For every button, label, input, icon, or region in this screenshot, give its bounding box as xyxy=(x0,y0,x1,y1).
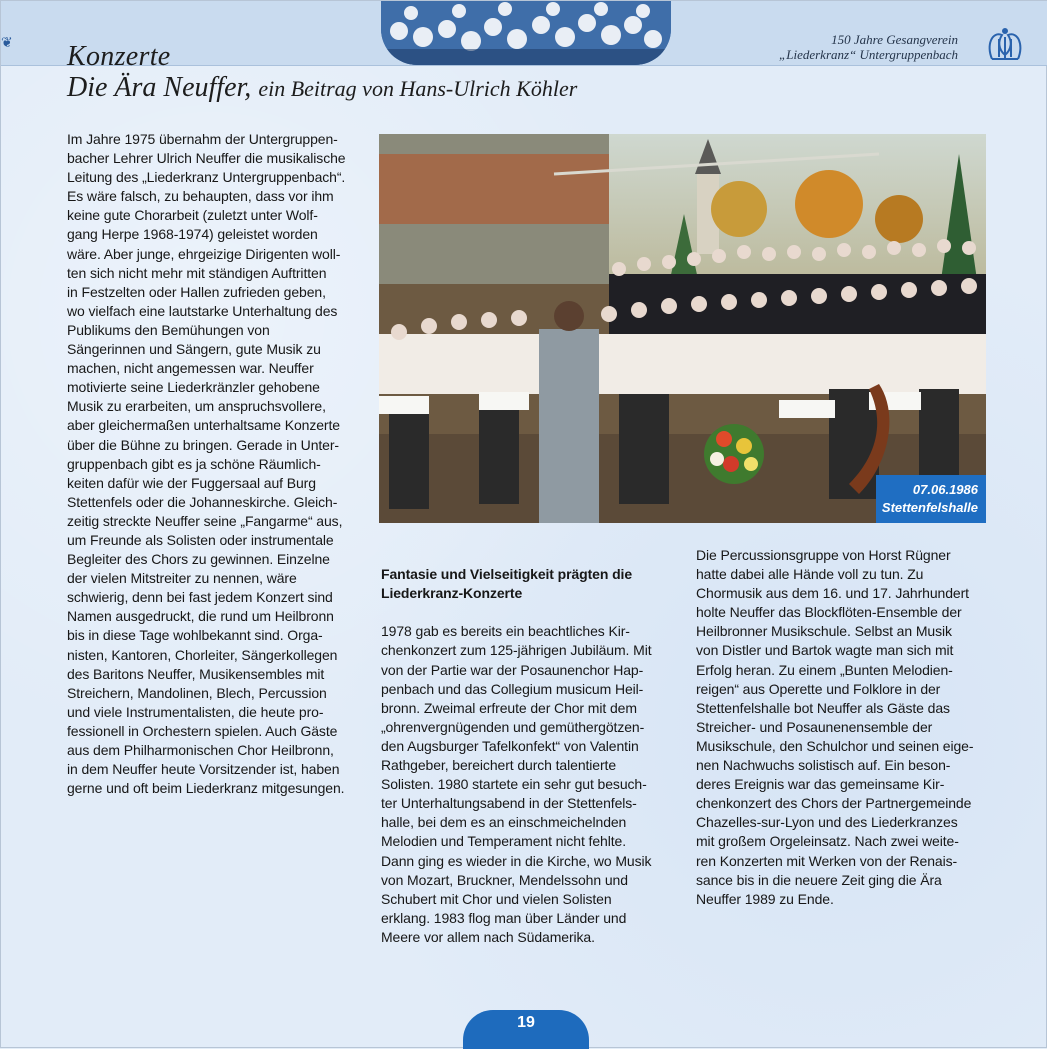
anniversary-line-1: 150 Jahre Gesangverein xyxy=(831,32,958,47)
photo-caption-place: Stettenfelshalle xyxy=(881,500,978,515)
section-heading: Fantasie und Vielseitigkeit prägten die Liederkranz-Konzerte xyxy=(381,566,633,602)
concert-photo xyxy=(379,134,986,523)
title-konzerte: Konzerte xyxy=(67,41,171,72)
title-author-credit: ein Beitrag von Hans-Ulrich Köhler xyxy=(258,76,578,101)
lyre-logo-icon xyxy=(984,25,1026,65)
article-column-3: Die Percussionsgruppe von Horst Rügner hatte dabei alle Hände voll zu tun. Zu Chormusik aus dem 16. und 17. Jahrhundert holte Neuffer das Blockflöten-Ensemble der Heilbronner Musikschule. Selbst an Musik von Distler und Bartok wagte man sich mit Erfolg heran. Zu einem „Bunten Melodien- reigen“ aus Operette und Folklore in der Stettenfelshalle bot Neuffer als Gäste das Streicher- und Posaunenensemble der Musikschule, den Schulchor und seinen eige- nen Nachwuchs solistisch auf. Ein beson- deres Ereignis war das gemeinsame Kir- chenkonzert des Chors der Partnergemeinde Chazelles-sur-Lyon und des Liederkranzes mit großem Orgeleinsatz. Nach zwei weite- ren Konzerten mit Werken von der Renais- sance bis in die neuere Zeit ging die Ära Neuffer 1989 zu Ende. xyxy=(696,547,974,907)
photo-caption xyxy=(876,475,986,523)
column-2-body: 1978 gab es bereits ein beachtliches Kir- chenkonzert zum 125-jährigen Jubiläum. Mit von der Partie war der Posaunenchor Hap- penbach und das Collegium musicum Heil- bronn. Zweimal erfreute der Chor mit dem „ohrenvergnügenden und gemüthergötzen- den Augsburger Tafelkonfekt“ von Valentin Rathgeber, bereichert durch talentierte Solisten. 1980 startete ein sehr gut besuch- ter Unterhaltungsabend in der Stettenfels- halle, bei dem es an einschmeichelnden Melodien und Temperament nicht fehlte. Dann ging es wieder in die Kirche, wo Musik von Mozart, Bruckner, Mendelssohn und Schubert mit Chor und vielen Solisten erklang. 1983 flog man über Länder und Meere vor allem nach Südamerika. xyxy=(381,623,652,945)
article-column-2 xyxy=(381,546,677,966)
article-column-1: Im Jahre 1975 übernahm der Untergruppen- bacher Lehrer Ulrich Neuffer die musikalische Leitung des „Liederkranz Untergruppenbach“. Es wäre falsch, zu behaupten, dass vor ihm keine gute Chorarbeit (zuletzt unter Wolf- gang Herpe 1968-1974) geleistet worden wäre. Aber junge, ehrgeizige Dirigenten woll- ten sich nicht mehr mit ständigen Auftritten in Festzelten oder Hallen zufrieden geben, wo vielfach eine lautstarke Unterhaltung des Publikums den Bemühungen von Sängerinnen und Sängern, gute Musik zu machen, nicht angemessen war. Neuffer motivierte seine Liederkränzler gehobene Musik zu erarbeiten, um anspruchsvollere, aber gleichermaßen unterhaltsame Konzerte über die Bühne zu bringen. Gerade in Unter- gruppenbach gibt es ja schöne Räumlich- keiten dafür wie der Fuggersaal auf Burg Stettenfels oder die Johanneskirche. Gleich- zeitig streckte Neuffer seine „Fangarme“ aus, um Freunde als Solisten oder instrumentale Begleiter des Chors zu gewinnen. Einzelne der vielen Mitstreiter zu nennen, wäre schwierig, denn bei fast jedem Konzert sind Namen ausgedruckt, die rund um Heilbronn bis in diese Tage wohlbekannt sind. Orga- nisten, Kantoren, Chorleiter, Sängerkollegen des Baritons Neuffer, Musikensembles mit Streichern, Mandolinen, Blech, Percussion und viele Instrumentalisten, die heute pro- fessionell in Orchestern spielen. Auch Gäste aus dem Philharmonischen Chor Heilbronn, in dem Neuffer heute Vorsitzender ist, haben gerne und oft beim Liederkranz mitgesungen. xyxy=(67,131,346,797)
corner-ornament-icon: ❦ xyxy=(1,34,13,50)
anniversary-label xyxy=(779,32,958,62)
title-era xyxy=(67,72,577,105)
anniversary-line-2: „Liederkranz“ Untergruppenbach xyxy=(779,47,958,62)
title-era-main: Die Ära Neuffer, xyxy=(67,72,252,103)
page-number: 19 xyxy=(463,1010,589,1049)
photo-caption-date: 07.06.1986 xyxy=(912,482,978,497)
article-title xyxy=(67,41,577,105)
